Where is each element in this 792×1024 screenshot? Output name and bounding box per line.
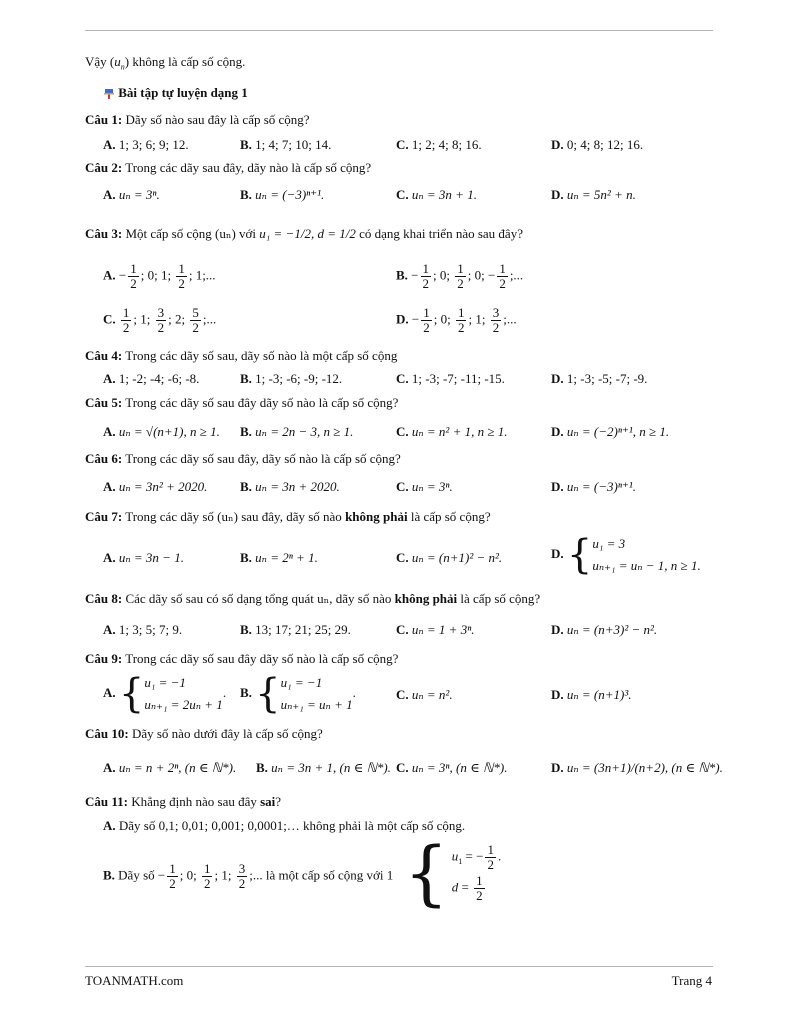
q7-option-d: D. {u₁ = 3 uₙ₊₁ = uₙ − 1, n ≥ 1. <box>551 532 701 578</box>
question-4: Câu 4: Trong các dãy số sau, dãy số nào là một cấp số cộng <box>85 348 398 363</box>
q5-option-a: A. uₙ = √(n+1), n ≥ 1. <box>103 424 220 439</box>
q9-option-c: C. uₙ = n². <box>396 687 453 702</box>
q7-option-c: C. uₙ = (n+1)² − n². <box>396 550 503 565</box>
q7-option-b: B. uₙ = 2ⁿ + 1. <box>240 550 318 565</box>
q1-option-b: B. 1; 4; 7; 10; 14. <box>240 137 332 152</box>
q2-option-b: B. uₙ = (−3)ⁿ⁺¹. <box>240 187 325 202</box>
q8-option-b: B. 13; 17; 21; 25; 29. <box>240 622 351 637</box>
q9-option-d: D. uₙ = (n+1)³. <box>551 687 632 702</box>
q4-option-b: B. 1; -3; -6; -9; -12. <box>240 371 343 386</box>
q2-option-d: D. uₙ = 5n² + n. <box>551 187 636 202</box>
q10-option-c: C. uₙ = 3ⁿ, (n ∈ ℕ*). <box>396 760 508 775</box>
q3-option-b: B. − $\frac{1}{2}$ ; 0; $\frac{1}{2}$ ; 0; − $\frac{1}{2}$ ;... <box>396 261 524 291</box>
header-rule <box>85 30 713 31</box>
q10-option-d: D. uₙ = (3n+1)/(n+2), (n ∈ ℕ*). <box>551 760 723 775</box>
pushpin-icon <box>103 88 115 100</box>
q9-option-b: B. {u₁ = −1 uₙ₊₁ = uₙ + 1. <box>240 671 356 717</box>
question-11: Câu 11: Khẳng định nào sau đây sai? <box>85 794 282 809</box>
question-7: Câu 7: Trong các dãy số (uₙ) sau đây, dãy số nào không phải là cấp số cộng? <box>85 509 491 524</box>
q6-option-a: A. uₙ = 3n² + 2020. <box>103 479 208 494</box>
q3-option-a: A. − $\frac{1}{2}$ ; 0; 1; $\frac{1}{2}$ ; 1;... <box>103 261 216 291</box>
q4-option-c: C. 1; -3; -7; -11; -15. <box>396 371 505 386</box>
question-6: Câu 6: Trong các dãy số sau đây, dãy số nào là cấp số cộng? <box>85 451 401 466</box>
q6-option-d: D. uₙ = (−3)ⁿ⁺¹. <box>551 479 636 494</box>
q5-option-c: C. uₙ = n² + 1, n ≥ 1. <box>396 424 508 439</box>
question-8: Câu 8: Các dãy số sau có số dạng tổng quát uₙ, dãy số nào không phải là cấp số cộng? <box>85 591 541 606</box>
q10-option-a: A. uₙ = n + 2ⁿ, (n ∈ ℕ*). <box>103 760 237 775</box>
question-9: Câu 9: Trong các dãy số sau đây dãy số nào là cấp số cộng? <box>85 651 399 666</box>
question-1: Câu 1: Dãy số nào sau đây là cấp số cộng? <box>85 112 310 127</box>
question-10: Câu 10: Dãy số nào dưới đây là cấp số cộng? <box>85 726 323 741</box>
q8-option-a: A. 1; 3; 5; 7; 9. <box>103 622 183 637</box>
q1-option-c: C. 1; 2; 4; 8; 16. <box>396 137 482 152</box>
question-2: Câu 2: Trong các dãy sau đây, dãy nào là cấp số cộng? <box>85 160 372 175</box>
q2-option-c: C. uₙ = 3n + 1. <box>396 187 477 202</box>
q2-option-a: A. uₙ = 3ⁿ. <box>103 187 160 202</box>
q5-option-b: B. uₙ = 2n − 3, n ≥ 1. <box>240 424 354 439</box>
q6-option-b: B. uₙ = 3n + 2020. <box>240 479 340 494</box>
q9-option-a: A. {u₁ = −1 uₙ₊₁ = 2uₙ + 1. <box>103 671 227 717</box>
q11-option-a: A. Dãy số 0,1; 0,01; 0,001; 0,0001;… không phải là một cấp số cộng. <box>103 818 466 833</box>
q11-b-system: { $u_1$ = − $\frac{1}{2}$ . d = $\frac{1}{2}$ <box>404 832 502 914</box>
q5-option-d: D. uₙ = (−2)ⁿ⁺¹, n ≥ 1. <box>551 424 670 439</box>
section-title: Bài tập tự luyện dạng 1 <box>103 85 248 101</box>
q7-option-a: A. uₙ = 3n − 1. <box>103 550 184 565</box>
q4-option-a: A. 1; -2; -4; -6; -8. <box>103 371 200 386</box>
q11-option-b: B. Dãy số − $\frac{1}{2}$ ; 0; $\frac{1}{2}$ ; 1; $\frac{3}{2}$ ;... là một cấp số cộng với 1 <box>103 861 394 891</box>
q4-option-d: D. 1; -3; -5; -7; -9. <box>551 371 648 386</box>
intro-line: Vậy $(u_n)$ không là cấp số cộng. <box>85 54 246 72</box>
question-5: Câu 5: Trong các dãy số sau đây dãy số nào là cấp số cộng? <box>85 395 399 410</box>
q8-option-c: C. uₙ = 1 + 3ⁿ. <box>396 622 475 637</box>
q3-option-d: D. − $\frac{1}{2}$ ; 0; $\frac{1}{2}$ ; 1; $\frac{3}{2}$ ;... <box>396 305 517 335</box>
question-3: Câu 3: Một cấp số cộng (uₙ) với u₁ = −1/2, d = 1/2 có dạng khai triển nào sau đây? <box>85 226 523 241</box>
q8-option-d: D. uₙ = (n+3)² − n². <box>551 622 658 637</box>
q3-condition: u₁ = −1/2, d = 1/2 <box>259 226 356 241</box>
q1-option-a: A. 1; 3; 6; 9; 12. <box>103 137 189 152</box>
q10-option-b: B. uₙ = 3n + 1, (n ∈ ℕ*). <box>256 760 391 775</box>
q1-option-d: D. 0; 4; 8; 12; 16. <box>551 137 644 152</box>
q6-option-c: C. uₙ = 3ⁿ. <box>396 479 453 494</box>
q3-option-c: C. $\frac{1}{2}$ ; 1; $\frac{3}{2}$ ; 2; $\frac{5}{2}$ ;... <box>103 305 217 335</box>
footer-page-number: Trang 4 <box>671 973 712 988</box>
footer-site: TOANMATH.com <box>85 973 184 988</box>
footer-rule <box>85 966 713 967</box>
